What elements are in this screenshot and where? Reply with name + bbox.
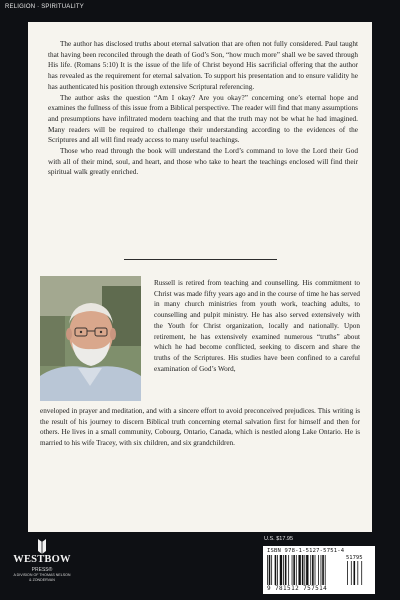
publisher-name xyxy=(12,554,72,565)
price-label: U.S. $17.95 xyxy=(264,536,294,542)
publisher-suffix: PRESS® xyxy=(31,567,53,573)
price-addon-code: 51795 xyxy=(346,555,363,561)
isbn-text: ISBN 978-1-5127-5751-4 xyxy=(267,548,345,554)
barcode xyxy=(263,546,375,594)
author-photo xyxy=(40,276,141,401)
category-label: RELIGION · SPIRITUALITY xyxy=(5,4,84,10)
blurb-paragraph: Those who read through the book will understand the Lord’s command to love the Lord their God with all of their mind, soul, and heart, and those who take to heart the teachings enclosed will find their spiritual walk greatly enriched. xyxy=(48,147,358,177)
blurb-paragraph: The author asks the question “Am I okay? Are you okay?” concerning one’s eternal hope and examines the fullness of this issue from a Biblical perspective. The reader will find that many assumptions and presumptions have infiltrated modern teaching and that the truth may not be what he had imagined. Many readers will be required to challenge their understanding according to the evidences of the Scriptures and all will find ready access to many useful teachings. xyxy=(48,93,358,145)
author-bio-continued: enveloped in prayer and meditation, and with a sincere effort to avoid preconceived prejudices. This writing is the result of his journey to discern Biblical truth concerning eternal salvation first for himself and then for others. He lives in a small community, Cobourg, Ontario, Canada, which is nestled along Lake Ontario. He is married to his wife Tracey, with six children, and six grandchildren. xyxy=(40,407,360,448)
section-divider xyxy=(124,259,277,260)
author-bio: Russell is retired from teaching and counselling. His commitment to Christ was made fifty years ago and in the course of time he has served in many church ministries from youth work, teaching adults, to counselling and pulpit ministry. He has also served extensively with the Youth for Christ organization, locally and nationally. Upon retirement, he has extensively examined numerous “truths” about which he had become conflicted, seeking to discern and share the truths of the Scriptures. His studies have been confined to a careful examination of God’s Word, xyxy=(154,279,360,373)
westbow-logo xyxy=(12,538,72,594)
publisher-division-line-2: & ZONDERVAN xyxy=(29,577,55,582)
barcode-bars xyxy=(267,555,371,585)
back-cover-panel xyxy=(28,22,372,532)
publisher-name-text: WESTBOW xyxy=(13,554,71,565)
blurb-paragraph: The author has disclosed truths about eternal salvation that are often not fully considered. Paul taught that having been reconciled through the death of God’s Son, “how much more” shall we be saved through His life. (Romans 5:10) It is the issue of the life of Christ beyond His sacrificial offering that the author has revealed as the requirement for eternal salvation. To support his presentation and to ensure validity he has authenticated his position through extensive Scriptural referencing. xyxy=(48,40,358,91)
barcode-number: 9 781512 757514 xyxy=(267,585,328,592)
publisher-division-line: A DIVISION OF THOMAS NELSON xyxy=(13,573,71,577)
book-blurb xyxy=(48,39,358,178)
publisher-tagline xyxy=(12,567,72,582)
